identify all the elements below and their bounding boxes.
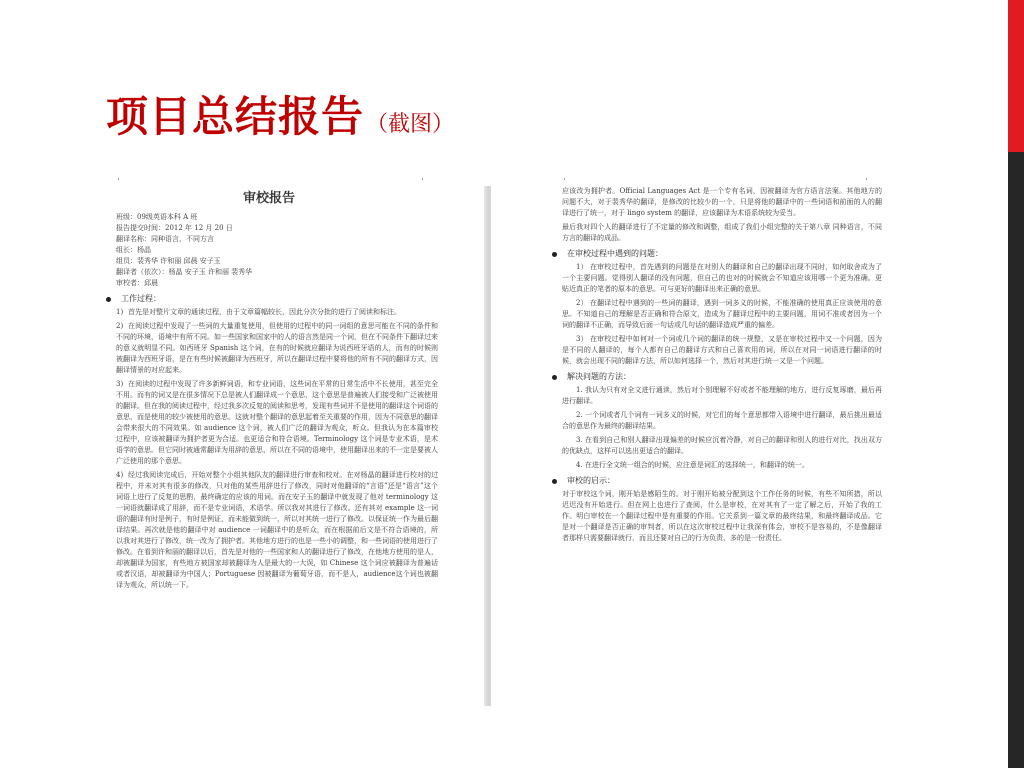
item-text: 首先是对整片文章的通读过程，由于文章篇幅较长，因此分次分批的进行了阅读和标注。: [128, 308, 401, 316]
accent-bar-dark: [1008, 152, 1024, 768]
meta-translators: 翻译者（依次）：杨晶 安子玉 许和丽 裴秀华: [116, 268, 253, 276]
section-heading-text: 解决问题的方法：: [567, 372, 631, 381]
section-heading-text: 在审校过程中遇到的问题：: [567, 249, 663, 258]
insight-paragraph: 对于审校这个词，刚开始是感陌生的。对于刚开始被分配到这个工作任务的时候，有些不知所措，所以迟迟没有开始进行。但在网上也进行了查阅，什么是审校，在对其有了一定了解之后，开始了我的工作。明白审校在一个翻译过程中是有重要的作用。它关系到一篇文章的最终结果，和最终翻译成品。它是对一个翻译是否正确的审判者，所以在这次审校过程中让我深有体会，审校不是容易的，不是像翻译者那样只需要翻译就行，而且还要对自己的行为负责，多的是一份责任。: [562, 490, 882, 542]
section-heading-insights: [552, 475, 882, 487]
meta-members: 组员：裴秀华 许和丽 邱晨 安子玉: [116, 257, 221, 265]
report-meta: [100, 212, 438, 289]
bullet-icon: [552, 252, 557, 257]
solution-item: 1. 我认为只有对全文进行通读，然后对个别理解不好或者不能理解的地方，进行反复琢磨，最后再进行翻译。: [562, 386, 882, 405]
meta-class: 班级：09级英语本科 A 班: [116, 213, 198, 221]
accent-bar-red: [1008, 0, 1024, 152]
page-gutter-line: [489, 186, 491, 706]
work-item: [116, 470, 438, 591]
section-heading-problems: [552, 248, 882, 260]
slide-title-sub: （截图）: [366, 112, 455, 137]
meta-date: 报告提交时间：2012 年 12 月 20 日: [116, 224, 233, 232]
section-heading-text: 审校的启示：: [567, 476, 615, 485]
solution-item: 3. 在看到自己和别人翻译出现偏差的时候应沉着冷静，对自己的翻译和别人的进行对比，找出双方的优缺点，这样可以选出更适合的翻译。: [562, 436, 882, 455]
item-text: 在阅读过程中发现了一些词的大量重复使用，但使用的过程中的同一词组的意思可能在不同的条件和不同的环境，语境中有所不同。如一些国家和国家中的人的语言然是同一个词，但在不同条件下翻译过来的意义就明显不同。如西班牙 Spanish 这个词，在有的时候就应翻译为说西班牙语的人，而有的时候则被翻译为西班牙语，是在有些时候被翻译为西班牙，所以在翻译过程中要将他的所有不同的翻译方式，因翻译情景的对应起来。: [116, 322, 438, 374]
problem-item: 2） 在翻译过程中遇到的一些词的翻译，遇到一词多义的时候，不能准确的使用真正应该使用的意思。不知道自己的理解是否正确和符合原文，造成为了翻译过程中的主要问题，用词不准或者因为一个词的翻译不正确，而导致后面一句话或几句话的翻译造成严重的偏差。: [562, 299, 882, 329]
meta-translation-name: 翻译名称：同种语言，不同方言: [116, 235, 214, 243]
solution-item: 4. 在进行全文统一组合的时候，应注意是词汇的选择统一，和翻译的统一。: [576, 461, 809, 469]
problem-item: 3） 在审校过程中如何对一个词或几个词的翻译的统一规整，又是在审校过程中又一个问题，因为是不同的人翻译的，每个人都有自己的翻译方式和自己喜欢用的词，所以在对同一词语进行翻译的时候，就会出现不同的翻译方法，所以如何选择一个，然后对其进行统一又是一个问题。: [562, 335, 882, 365]
item-text: 经过我阅读完成后，开始对整个小组其他队友的翻译进行审查和校对。在对杨晶的翻译进行校对的过程中，并未对其有很多的修改，只对他的某些用辞进行了修改，同时对他翻译的“言语”还是“语言”这个词语上进行了反复的思酌，最终确定的应该的用词。而在安子玉的翻译中就发现了他对 terminology 这一词语就翻译成了用辞，而不是专业词语，术语学。所以我对其进行了修改。还有其对 example 这一词语的翻译有时是例子，有时是例证，而未能做到统一，所以对其统一进行了修改。以保证统一作为最后翻译结果。再次就是他的翻译中对 audience 一词翻译中的是听众，而在根据前后文是不符合语境的，所以我对其进行了修改，统一改为了拥护者。其他地方进行的也是一些小的调整，和一些词语的使用进行了修改。在看到许和丽的翻译以后，首先是对他的一些国家和人的翻译进行了修改，在他地方使用的是人，却被翻译为国家，有些地方被国家却被翻译为人是最大的一大误，如 Chinese 这个词应被翻译为普遍话或者汉语，却被翻译为中国人；Portuguese 因被翻译为葡萄牙语，而不是人，audience这个词也被翻译为观众，所以统一下。: [116, 471, 438, 589]
section-heading-text: 工作过程：: [121, 294, 161, 303]
section-heading-work: [106, 293, 438, 305]
work-item: [116, 379, 438, 467]
document-title: 审校报告: [242, 191, 295, 206]
problem-item: 1） 在审校过程中，首先遇到的问题是在对别人的翻译和自己的翻译出现不同时，如何取舍成为了一个主要问题。觉得别人翻译的没有问题，但自己的也对的时候就会不知道应该用哪一个更为准确。更贴近真正的笔者的原本的意思。可与更好的翻译出来正确的意思。: [562, 263, 882, 293]
work-item: [116, 307, 438, 318]
intro-paragraph: 最后我对四个人的翻译进行了不定量的修改和调整，组成了我们小组完整的关于第八章 同种语言，不同方言的翻译的成品。: [562, 223, 882, 242]
item-number: 1): [116, 308, 124, 316]
report-page-right: [546, 180, 882, 708]
bullet-icon: [106, 297, 111, 302]
work-item: [116, 321, 438, 376]
solution-item: 2. 一个词或者几个词有一词多义的时候，对它们的每个意思都带入语境中进行翻译，最后挑出最适合的意思作为最终的翻译结果。: [562, 411, 882, 430]
bullet-icon: [552, 479, 557, 484]
report-page-left: [100, 180, 438, 708]
meta-leader: 组长：杨晶: [116, 246, 151, 254]
slide-title: [106, 84, 454, 144]
section-heading-solutions: [552, 371, 882, 383]
bullet-icon: [552, 375, 557, 380]
slide-accent-bar: [1008, 0, 1024, 768]
slide-title-main: 项目总结报告: [106, 92, 365, 141]
item-number: 3): [116, 380, 124, 388]
item-number: 4): [116, 471, 124, 479]
item-text: 在阅读的过程中发现了许多新鲜词语，和专业词语，这些词在平常的日常生活中不长使用，甚至完全不用。而有的词又是在很多情况下总是被人们翻译成一个意思，这个意思是普遍被人们接受和广泛被使用的翻译。但在我的阅读过程中，经过我多次反复的阅读和思考，发现有些词并不是使用的翻译这个词语的意思，而是使用的较少被使用的意思。这就对整个翻译的意思起着至关重要的作用，因为不同意思的翻译会带来很大的不同效果。如 audience 这个词，被人们广泛的翻译为观众，听众。但我认为在本篇审校过程中，应该被翻译为拥护者更为合适。也更适合和符合语境。Terminology 这个词是专业术语，是术语学的意思。但它同时被通常翻译为用辞的意思，所以在不同的语境中，使用翻译出来的不一定是要被人广泛使用的那个意思。: [116, 380, 438, 465]
intro-paragraph: 应该改为拥护者。Official Languages Act 是一个专有名词，因被翻译为官方语言法案。其他地方的问题不大，对于裴秀华的翻译，是修改的比较少的一个，只是将他的翻译中的一些词语和前面的人的翻译进行了统一，对于 lingo system 的翻译，应该翻译为术语系统较为妥当。: [562, 187, 882, 217]
item-number: 2): [116, 322, 124, 330]
meta-reviewer: 审校者：邱晨: [116, 279, 158, 287]
